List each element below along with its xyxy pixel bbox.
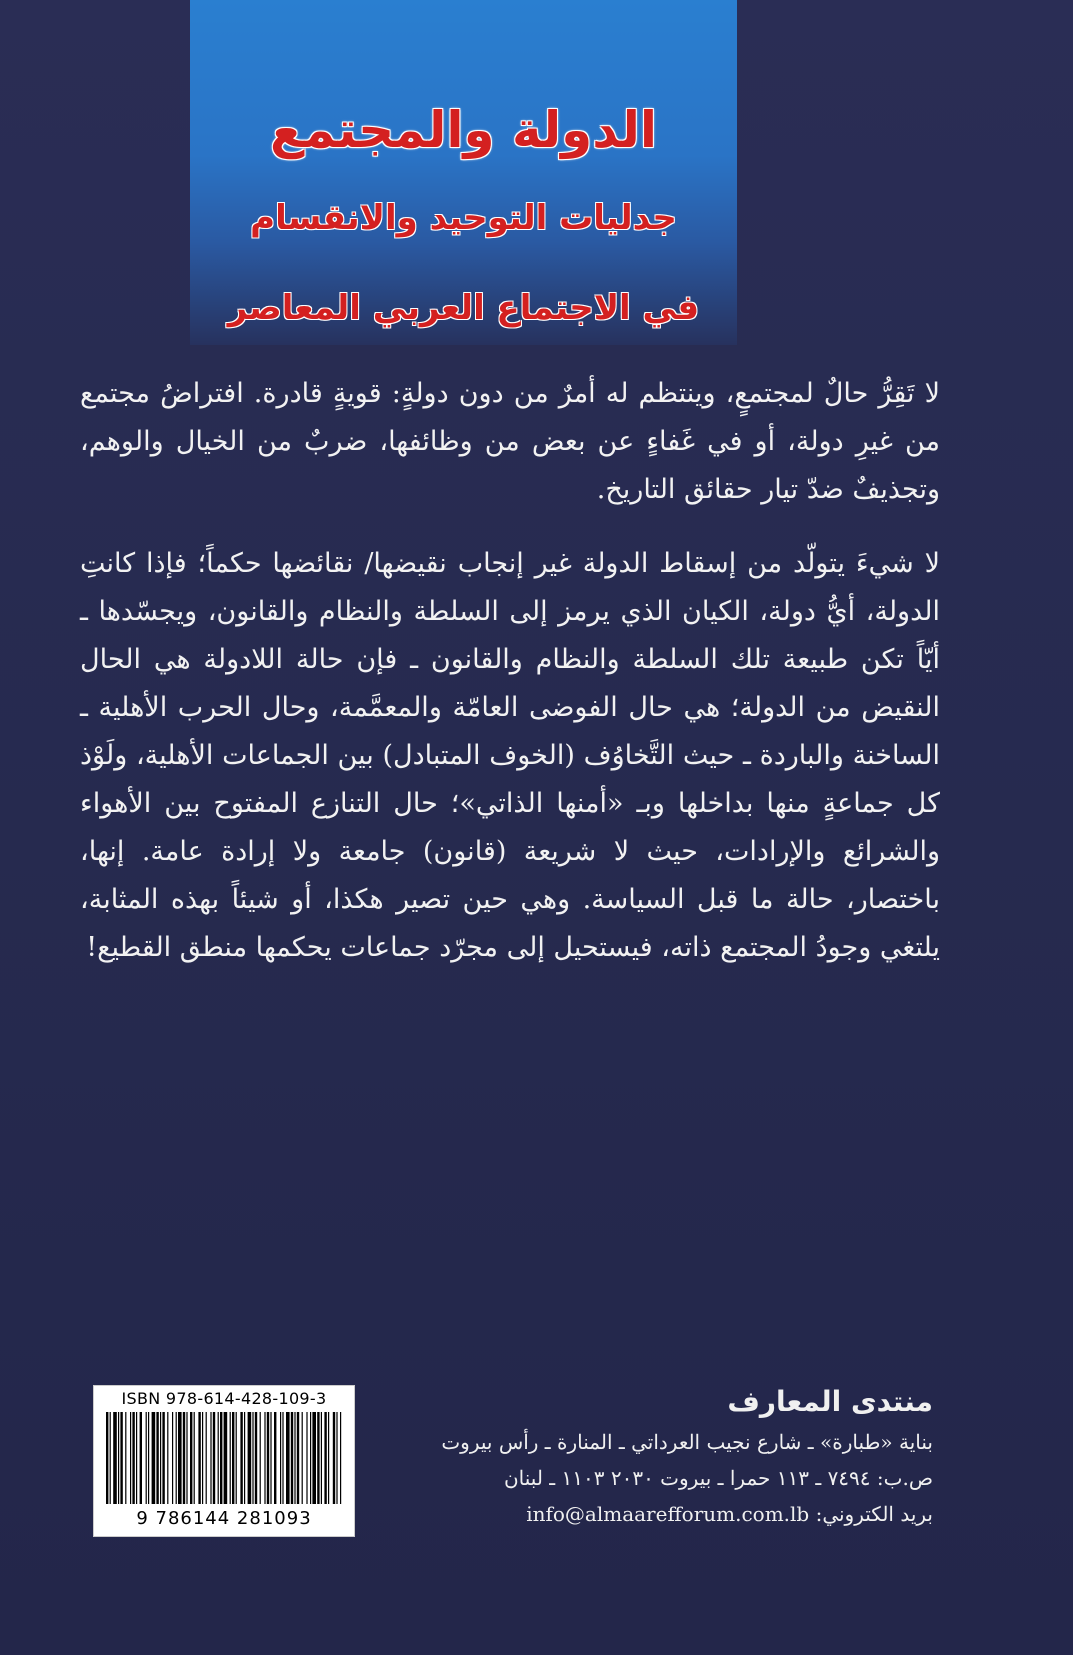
publisher-email: info@almaarefforum.com.lb <box>526 1502 810 1526</box>
book-subtitle-line2: في الاجتماع العربي المعاصر <box>227 288 700 328</box>
publisher-info <box>373 1380 933 1532</box>
blurb-paragraph-2: لا شيءَ يتولّد من إسقاط الدولة غير إنجاب نقيضها/ نقائضها حكماً؛ فإذا كانتِ الدولة، أيُّ دولة، الكيان الذي يرمز إلى السلطة والنظام والقانون، ويجسّدها ـ أيّاً تكن طبيعة تلك السلطة والنظام والقانون ـ فإن حالة اللادولة هي الحال النقيض من الدولة؛ هي حال الفوضى العامّة والمعمَّمة، وحال الحرب الأهلية ـ الساخنة والباردة ـ حيث التَّخاوُف (الخوف المتبادل) بين الجماعات الأهلية، ولَوْذ كل جماعةٍ منها بداخلها وبـ «أمنها الذاتي»؛ حال التنازع المفتوح بين الأهواء والشرائع والإرادات، حيث لا شريعة (قانون) جامعة ولا إرادة عامة. إنها، باختصار، حالة ما قبل السياسة. وهي حين تصير هكذا، أو شيئاً بهذه المثابة، يلتغي وجودُ المجتمع ذاته، فيستحيل إلى مجرّد جماعات يحكمها منطق القطيع! <box>80 548 940 963</box>
barcode <box>93 1385 355 1537</box>
publisher-pobox: ص.ب: ٧٤٩٤ ـ ١١٣ حمرا ـ بيروت ٢٠٣٠ ١١٠٣ ـ لبنان <box>503 1466 933 1490</box>
email-label: بريد الكتروني: <box>815 1502 933 1526</box>
blurb-text <box>80 370 940 998</box>
book-title: الدولة والمجتمع <box>269 101 657 159</box>
book-subtitle-line1: جدليات التوحيد والانقسام <box>250 198 677 238</box>
publisher-address: بناية «طبارة» ـ شارع نجيب العرداتي ـ المنارة ـ رأس بيروت <box>441 1430 933 1454</box>
publisher-email-row <box>373 1496 933 1532</box>
barcode-bars <box>106 1412 342 1504</box>
isbn-label: ISBN 978-614-428-109-3 <box>121 1389 327 1408</box>
barcode-digits: 9 786144 281093 <box>136 1508 312 1529</box>
publisher-name: منتدى المعارف <box>727 1385 933 1418</box>
blurb-paragraph-1: لا تَقِرُّ حالٌ لمجتمعٍ، وينتظم له أمرٌ من دون دولةٍ: قويةٍ قادرة. افتراضُ مجتمع من غيرِ دولة، أو في غَفاءٍ عن بعض من وظائفها، ضربٌ من الخيال والوهم، وتجذيفٌ ضدّ تيار حقائق التاريخ. <box>80 378 940 505</box>
